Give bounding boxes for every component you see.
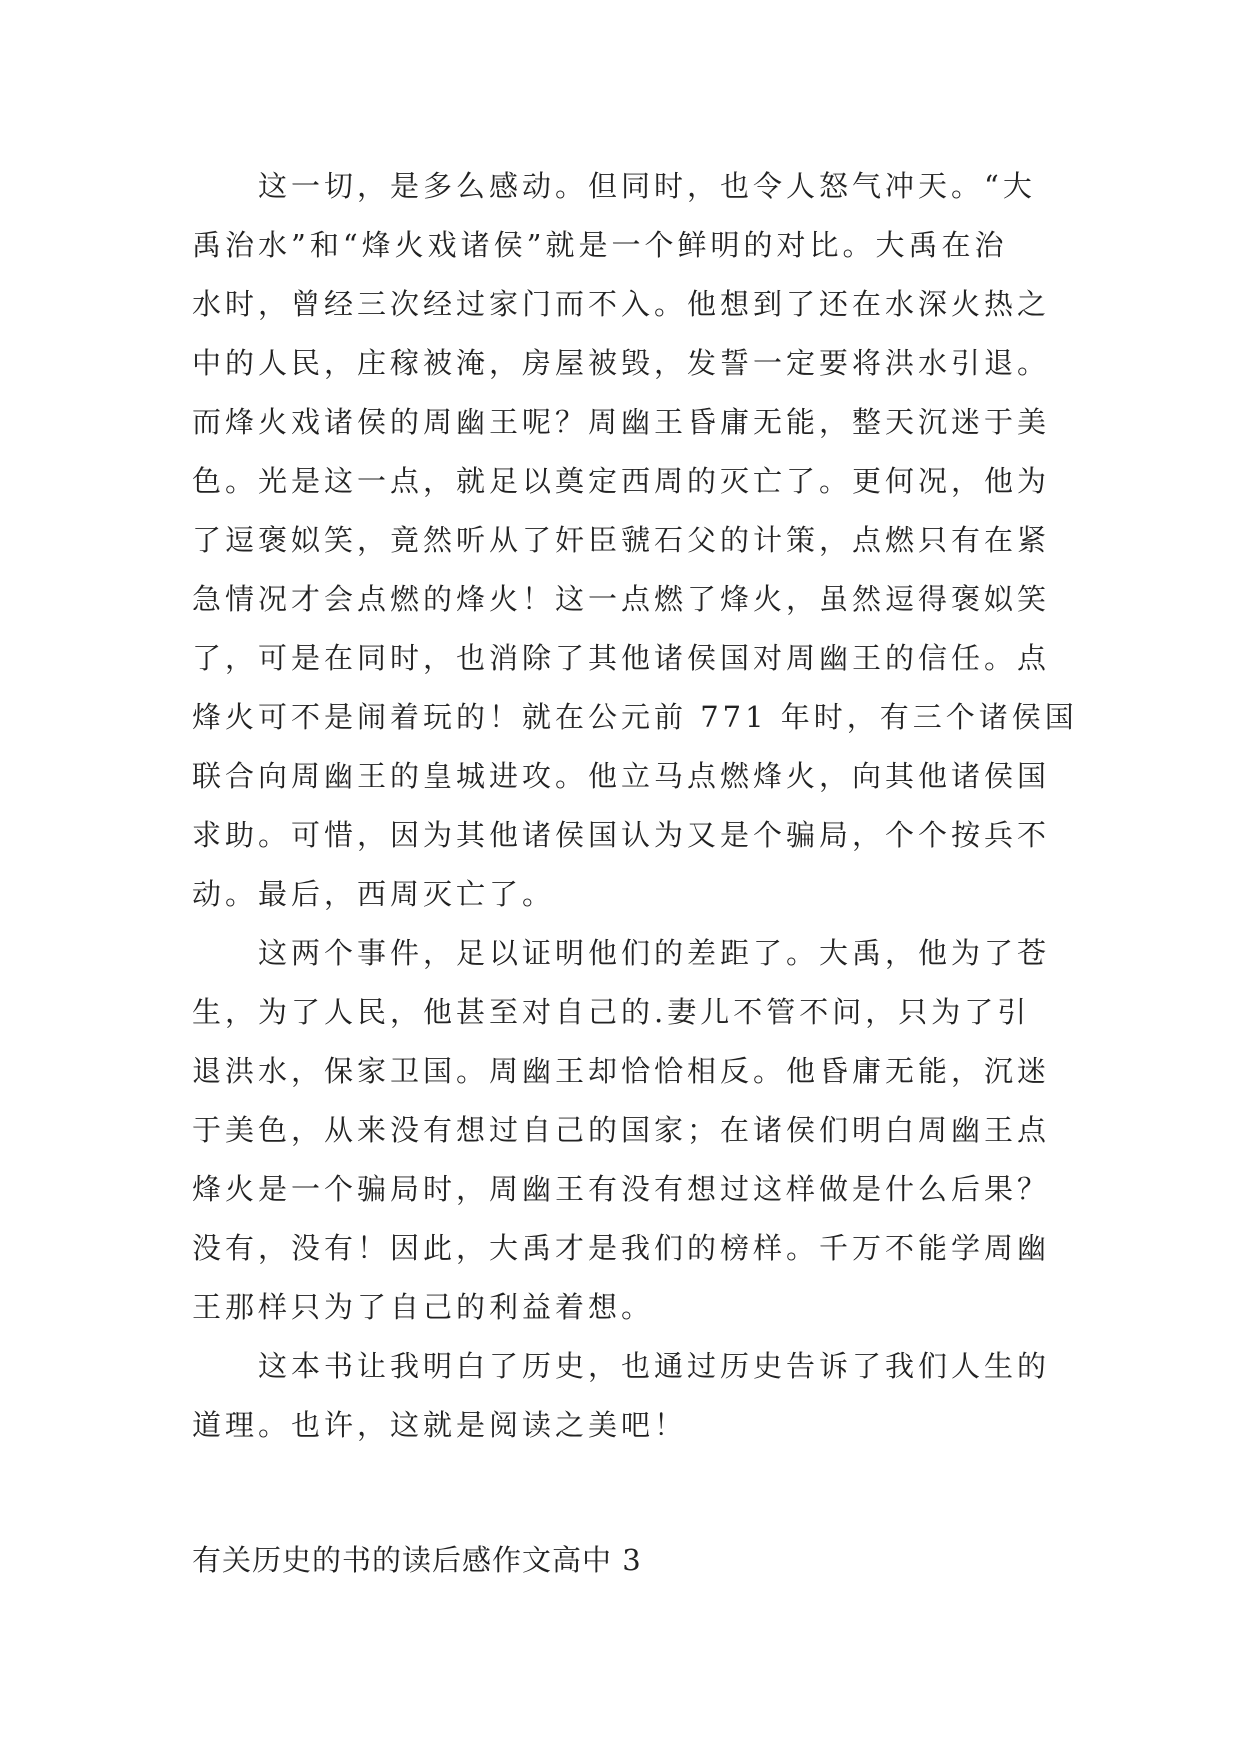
text-line: 动。最后，西周灭亡了。 xyxy=(192,877,556,911)
text-line: 道理。也许，这就是阅读之美吧！ xyxy=(192,1408,688,1442)
text-line: 色。光是这一点，就足以奠定西周的灭亡了。更何况，他为 xyxy=(192,464,1051,498)
text-line: 了逗褒姒笑，竟然听从了奸臣虢石父的计策，点燃只有在紧 xyxy=(192,523,1051,557)
text-line: 烽火可不是闹着玩的！就在公元前 771 年时，有三个诸侯国 xyxy=(192,700,1078,734)
text-line: 这两个事件，足以证明他们的差距了。大禹，他为了苍 xyxy=(192,936,1051,970)
text-line: 水时，曾经三次经过家门而不入。他想到了还在水深火热之 xyxy=(192,287,1051,321)
section-heading: 有关历史的书的读后感作文高中 3 xyxy=(192,1543,642,1577)
text-line: 而烽火戏诸侯的周幽王呢？周幽王昏庸无能，整天沉迷于美 xyxy=(192,405,1051,439)
text-line: 没有，没有！因此，大禹才是我们的榜样。千万不能学周幽 xyxy=(192,1231,1051,1265)
text-line: 王那样只为了自己的利益着想。 xyxy=(192,1290,655,1324)
text-line: 烽火是一个骗局时，周幽王有没有想过这样做是什么后果？ xyxy=(192,1172,1051,1206)
text-line: 这一切，是多么感动。但同时，也令人怒气冲天。“大 xyxy=(192,169,1036,203)
text-line: 这本书让我明白了历史，也通过历史告诉了我们人生的 xyxy=(192,1349,1051,1383)
text-line: 生，为了人民，他甚至对自己的.妻儿不管不问，只为了引 xyxy=(192,995,1031,1029)
text-line: 中的人民，庄稼被淹，房屋被毁，发誓一定要将洪水引退。 xyxy=(192,346,1051,380)
text-line: 急情况才会点燃的烽火！这一点燃了烽火，虽然逗得褒姒笑 xyxy=(192,582,1051,616)
text-line: 于美色，从来没有想过自己的国家；在诸侯们明白周幽王点 xyxy=(192,1113,1051,1147)
text-line: 联合向周幽王的皇城进攻。他立马点燃烽火，向其他诸侯国 xyxy=(192,759,1051,793)
text-line: 退洪水，保家卫国。周幽王却恰恰相反。他昏庸无能，沉迷 xyxy=(192,1054,1051,1088)
text-line: 禹治水”和“烽火戏诸侯”就是一个鲜明的对比。大禹在治 xyxy=(192,228,1008,262)
text-line: 了，可是在同时，也消除了其他诸侯国对周幽王的信任。点 xyxy=(192,641,1051,675)
text-line: 求助。可惜，因为其他诸侯国认为又是个骗局，个个按兵不 xyxy=(192,818,1051,852)
